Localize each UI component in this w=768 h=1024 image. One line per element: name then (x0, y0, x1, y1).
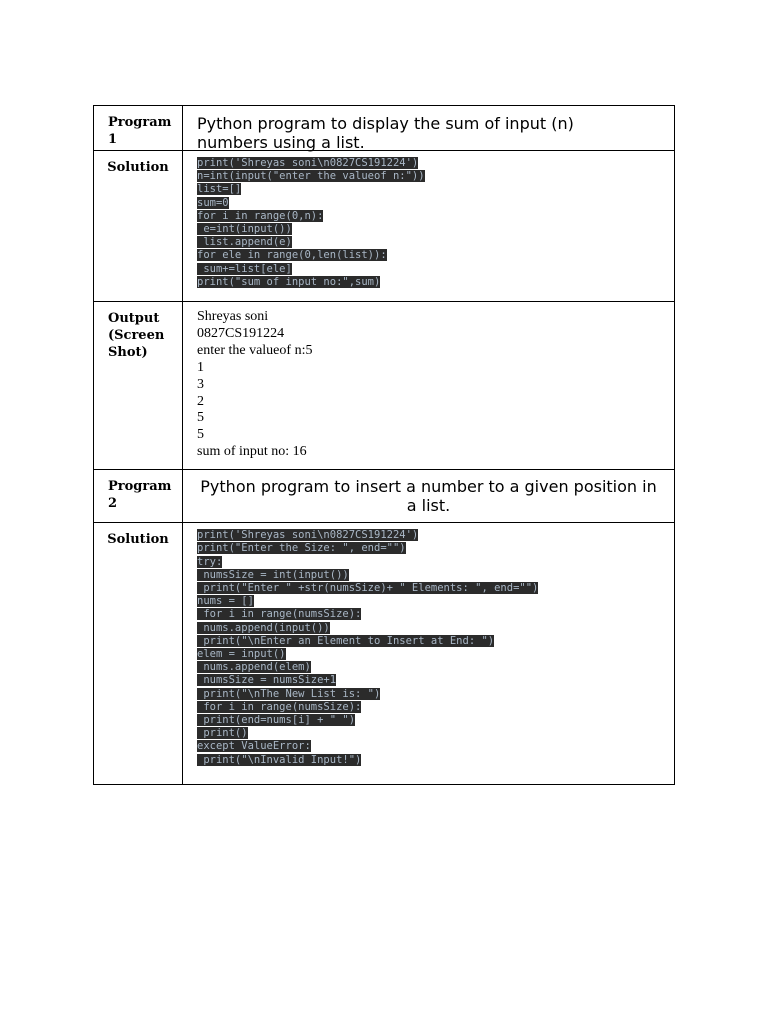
code-line: print("\nThe New List is: ") (197, 687, 381, 700)
output1-label: Output (Screen Shot) (108, 311, 165, 360)
solution1-code-cell (183, 151, 675, 302)
output1-cell (183, 302, 675, 470)
solution1-row (94, 151, 675, 302)
code-line: print("\nEnter an Element to Insert at End: ") (197, 634, 495, 647)
code-line: try: (197, 555, 223, 568)
code-line: n=int(input("enter the valueof n:")) (197, 170, 425, 183)
program1-label-cell (94, 106, 183, 151)
code-line: numsSize = numsSize+1 (197, 674, 337, 687)
code-line: e=int(input()) (197, 223, 292, 236)
code-line: except ValueError: (197, 740, 311, 753)
code-line: print('Shreyas soni\n0827CS191224') (197, 157, 419, 169)
solution1-code (183, 151, 674, 289)
output-line: 0827CS191224 (197, 325, 285, 341)
solution2-code-cell (183, 523, 675, 785)
output-line: enter the valueof n:5 (197, 342, 313, 358)
program2-title: Python program to insert a number to a given position in a list. (200, 477, 657, 516)
solution1-label-cell (94, 151, 183, 302)
output1-row (94, 302, 675, 470)
solution2-label-cell (94, 523, 183, 785)
program2-label: Program 2 (108, 479, 172, 512)
code-line: sum=0 (197, 196, 229, 209)
code-line: nums.append(elem) (197, 661, 311, 674)
output-line: 5 (197, 410, 204, 426)
program-table (93, 105, 675, 785)
code-line: nums.append(input()) (197, 621, 330, 634)
code-line: nums = [] (197, 595, 254, 608)
output1-label-cell (94, 302, 183, 470)
program1-title: Python program to display the sum of input (n) numbers using a list. (197, 114, 574, 152)
program1-label: Program 1 (108, 115, 172, 147)
code-line: for i in range(0,n): (197, 209, 324, 222)
output-line: Shreyas soni (197, 309, 269, 324)
solution1-label: Solution (107, 160, 169, 175)
output-line: 5 (197, 427, 204, 443)
output-line: 2 (197, 393, 204, 409)
output-line: sum of input no: 16 (197, 444, 307, 460)
solution2-row (94, 523, 675, 785)
code-line: print() (197, 727, 248, 740)
output-line: 3 (197, 376, 204, 392)
program1-row (94, 106, 675, 151)
code-line: print("Enter " +str(numsSize)+ " Elements: ", end="") (197, 581, 539, 594)
code-line: for i in range(numsSize): (197, 700, 362, 713)
output1-screenshot (183, 302, 674, 469)
code-line: print(end=nums[i] + " ") (197, 714, 356, 726)
code-line: print("Enter the Size: ", end="") (197, 542, 406, 555)
code-line: print('Shreyas soni\n0827CS191224') (197, 529, 419, 542)
code-line: elem = input() (197, 647, 286, 660)
code-line: list.append(e) (197, 236, 292, 249)
program1-title-cell (183, 106, 675, 151)
code-line: print("sum of input no:",sum) (197, 275, 381, 288)
program2-title-cell (183, 470, 675, 523)
solution2-label: Solution (107, 532, 169, 548)
code-line: sum+=list[ele] (197, 262, 292, 275)
code-line: list=[] (197, 183, 242, 196)
output-line: 1 (197, 359, 204, 375)
code-line: for ele in range(0,len(list)): (197, 249, 387, 262)
code-line: numsSize = int(input()) (197, 568, 349, 581)
program2-label-cell (94, 470, 183, 523)
code-line: print("\nInvalid Input!") (197, 753, 362, 766)
program2-row (94, 470, 675, 523)
solution2-code (183, 523, 674, 767)
code-line: for i in range(numsSize): (197, 608, 362, 621)
